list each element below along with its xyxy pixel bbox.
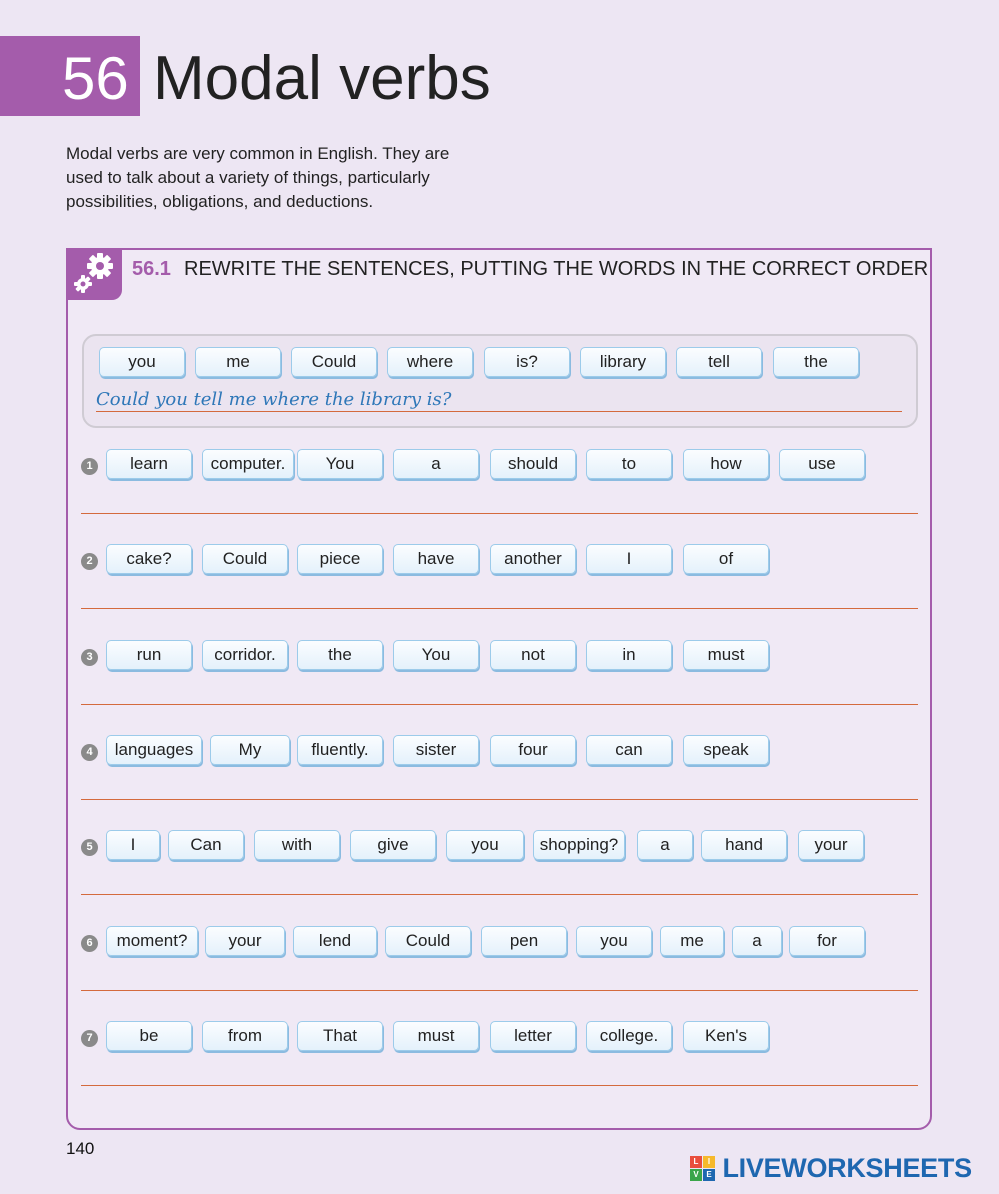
word-chip[interactable]: Ken's (683, 1021, 769, 1051)
answer-line[interactable] (81, 704, 918, 705)
word-chip[interactable]: a (732, 926, 782, 956)
word-chip[interactable]: hand (701, 830, 787, 860)
gears-icon (70, 250, 118, 298)
answer-line[interactable] (81, 1085, 918, 1086)
word-chip[interactable]: computer. (202, 449, 294, 479)
item-number: 6 (81, 935, 98, 952)
word-chip[interactable]: lend (293, 926, 377, 956)
word-chip[interactable]: you (446, 830, 524, 860)
word-chip[interactable]: where (387, 347, 473, 377)
word-chip[interactable]: be (106, 1021, 192, 1051)
word-chip[interactable]: can (586, 735, 672, 765)
word-chip[interactable]: you (99, 347, 185, 377)
word-chip[interactable]: not (490, 640, 576, 670)
word-chip[interactable]: run (106, 640, 192, 670)
word-chip[interactable]: the (297, 640, 383, 670)
word-chip[interactable]: Could (291, 347, 377, 377)
word-chip[interactable]: with (254, 830, 340, 860)
unit-title: Modal verbs (153, 44, 491, 113)
word-chip[interactable]: four (490, 735, 576, 765)
exercise-item-1 (0, 449, 999, 489)
word-chip[interactable]: in (586, 640, 672, 670)
word-chip[interactable]: You (297, 449, 383, 479)
word-chip[interactable]: your (798, 830, 864, 860)
word-chip[interactable]: to (586, 449, 672, 479)
word-chip[interactable]: me (195, 347, 281, 377)
word-chip[interactable]: pen (481, 926, 567, 956)
answer-line[interactable] (81, 990, 918, 991)
word-chip[interactable]: of (683, 544, 769, 574)
brand-name: LIVEWORKSHEETS (722, 1153, 972, 1183)
example-answer: Could you tell me where the library is? (96, 389, 452, 410)
word-chip[interactable]: That (297, 1021, 383, 1051)
word-chip[interactable]: piece (297, 544, 383, 574)
brand-logo-icon: L I V E (690, 1156, 716, 1182)
word-chip[interactable]: must (393, 1021, 479, 1051)
word-chip[interactable]: Could (202, 544, 288, 574)
word-chip[interactable]: corridor. (202, 640, 288, 670)
word-chip[interactable]: use (779, 449, 865, 479)
item-number: 1 (81, 458, 98, 475)
item-number: 2 (81, 553, 98, 570)
word-chip[interactable]: a (393, 449, 479, 479)
word-chip[interactable]: Could (385, 926, 471, 956)
word-chip[interactable]: sister (393, 735, 479, 765)
answer-line[interactable] (81, 608, 918, 609)
word-chip[interactable]: I (106, 830, 160, 860)
word-chip[interactable]: a (637, 830, 693, 860)
item-number: 4 (81, 744, 98, 761)
exercise-item-4 (0, 735, 999, 775)
word-chip[interactable]: how (683, 449, 769, 479)
word-chip[interactable]: shopping? (533, 830, 625, 860)
word-chip[interactable]: cake? (106, 544, 192, 574)
brand (690, 1153, 972, 1187)
exercise-item-6 (0, 926, 999, 966)
word-chip[interactable]: library (580, 347, 666, 377)
word-chip[interactable]: college. (586, 1021, 672, 1051)
exercise-item-3 (0, 640, 999, 680)
word-chip[interactable]: My (210, 735, 290, 765)
example-answer-line (96, 411, 902, 412)
item-number: 3 (81, 649, 98, 666)
word-chip[interactable]: fluently. (297, 735, 383, 765)
answer-line[interactable] (81, 894, 918, 895)
word-chip[interactable]: speak (683, 735, 769, 765)
exercise-item-5 (0, 830, 999, 870)
word-chip[interactable]: from (202, 1021, 288, 1051)
word-chip[interactable]: learn (106, 449, 192, 479)
word-chip[interactable]: you (576, 926, 652, 956)
exercise-item-2 (0, 544, 999, 584)
unit-number: 56 (62, 45, 129, 112)
word-chip[interactable]: You (393, 640, 479, 670)
word-chip[interactable]: have (393, 544, 479, 574)
example-word-row (0, 347, 999, 387)
exercise-instruction: REWRITE THE SENTENCES, PUTTING THE WORDS IN THE CORRECT ORDER (184, 258, 929, 280)
word-chip[interactable]: tell (676, 347, 762, 377)
word-chip[interactable]: must (683, 640, 769, 670)
answer-line[interactable] (81, 799, 918, 800)
word-chip[interactable]: Can (168, 830, 244, 860)
word-chip[interactable]: moment? (106, 926, 198, 956)
word-chip[interactable]: give (350, 830, 436, 860)
page-number: 140 (66, 1139, 95, 1158)
unit-intro: Modal verbs are very common in English. They are used to talk about a variety of things, particularly possibilities, obligations, and deductions. (66, 144, 450, 211)
word-chip[interactable]: me (660, 926, 724, 956)
answer-line[interactable] (81, 513, 918, 514)
word-chip[interactable]: languages (106, 735, 202, 765)
item-number: 7 (81, 1030, 98, 1047)
exercise-item-7 (0, 1021, 999, 1061)
word-chip[interactable]: should (490, 449, 576, 479)
word-chip[interactable]: is? (484, 347, 570, 377)
exercise-tab (66, 248, 122, 300)
word-chip[interactable]: another (490, 544, 576, 574)
item-number: 5 (81, 839, 98, 856)
word-chip[interactable]: I (586, 544, 672, 574)
word-chip[interactable]: the (773, 347, 859, 377)
word-chip[interactable]: your (205, 926, 285, 956)
word-chip[interactable]: letter (490, 1021, 576, 1051)
word-chip[interactable]: for (789, 926, 865, 956)
exercise-number: 56.1 (132, 258, 171, 280)
